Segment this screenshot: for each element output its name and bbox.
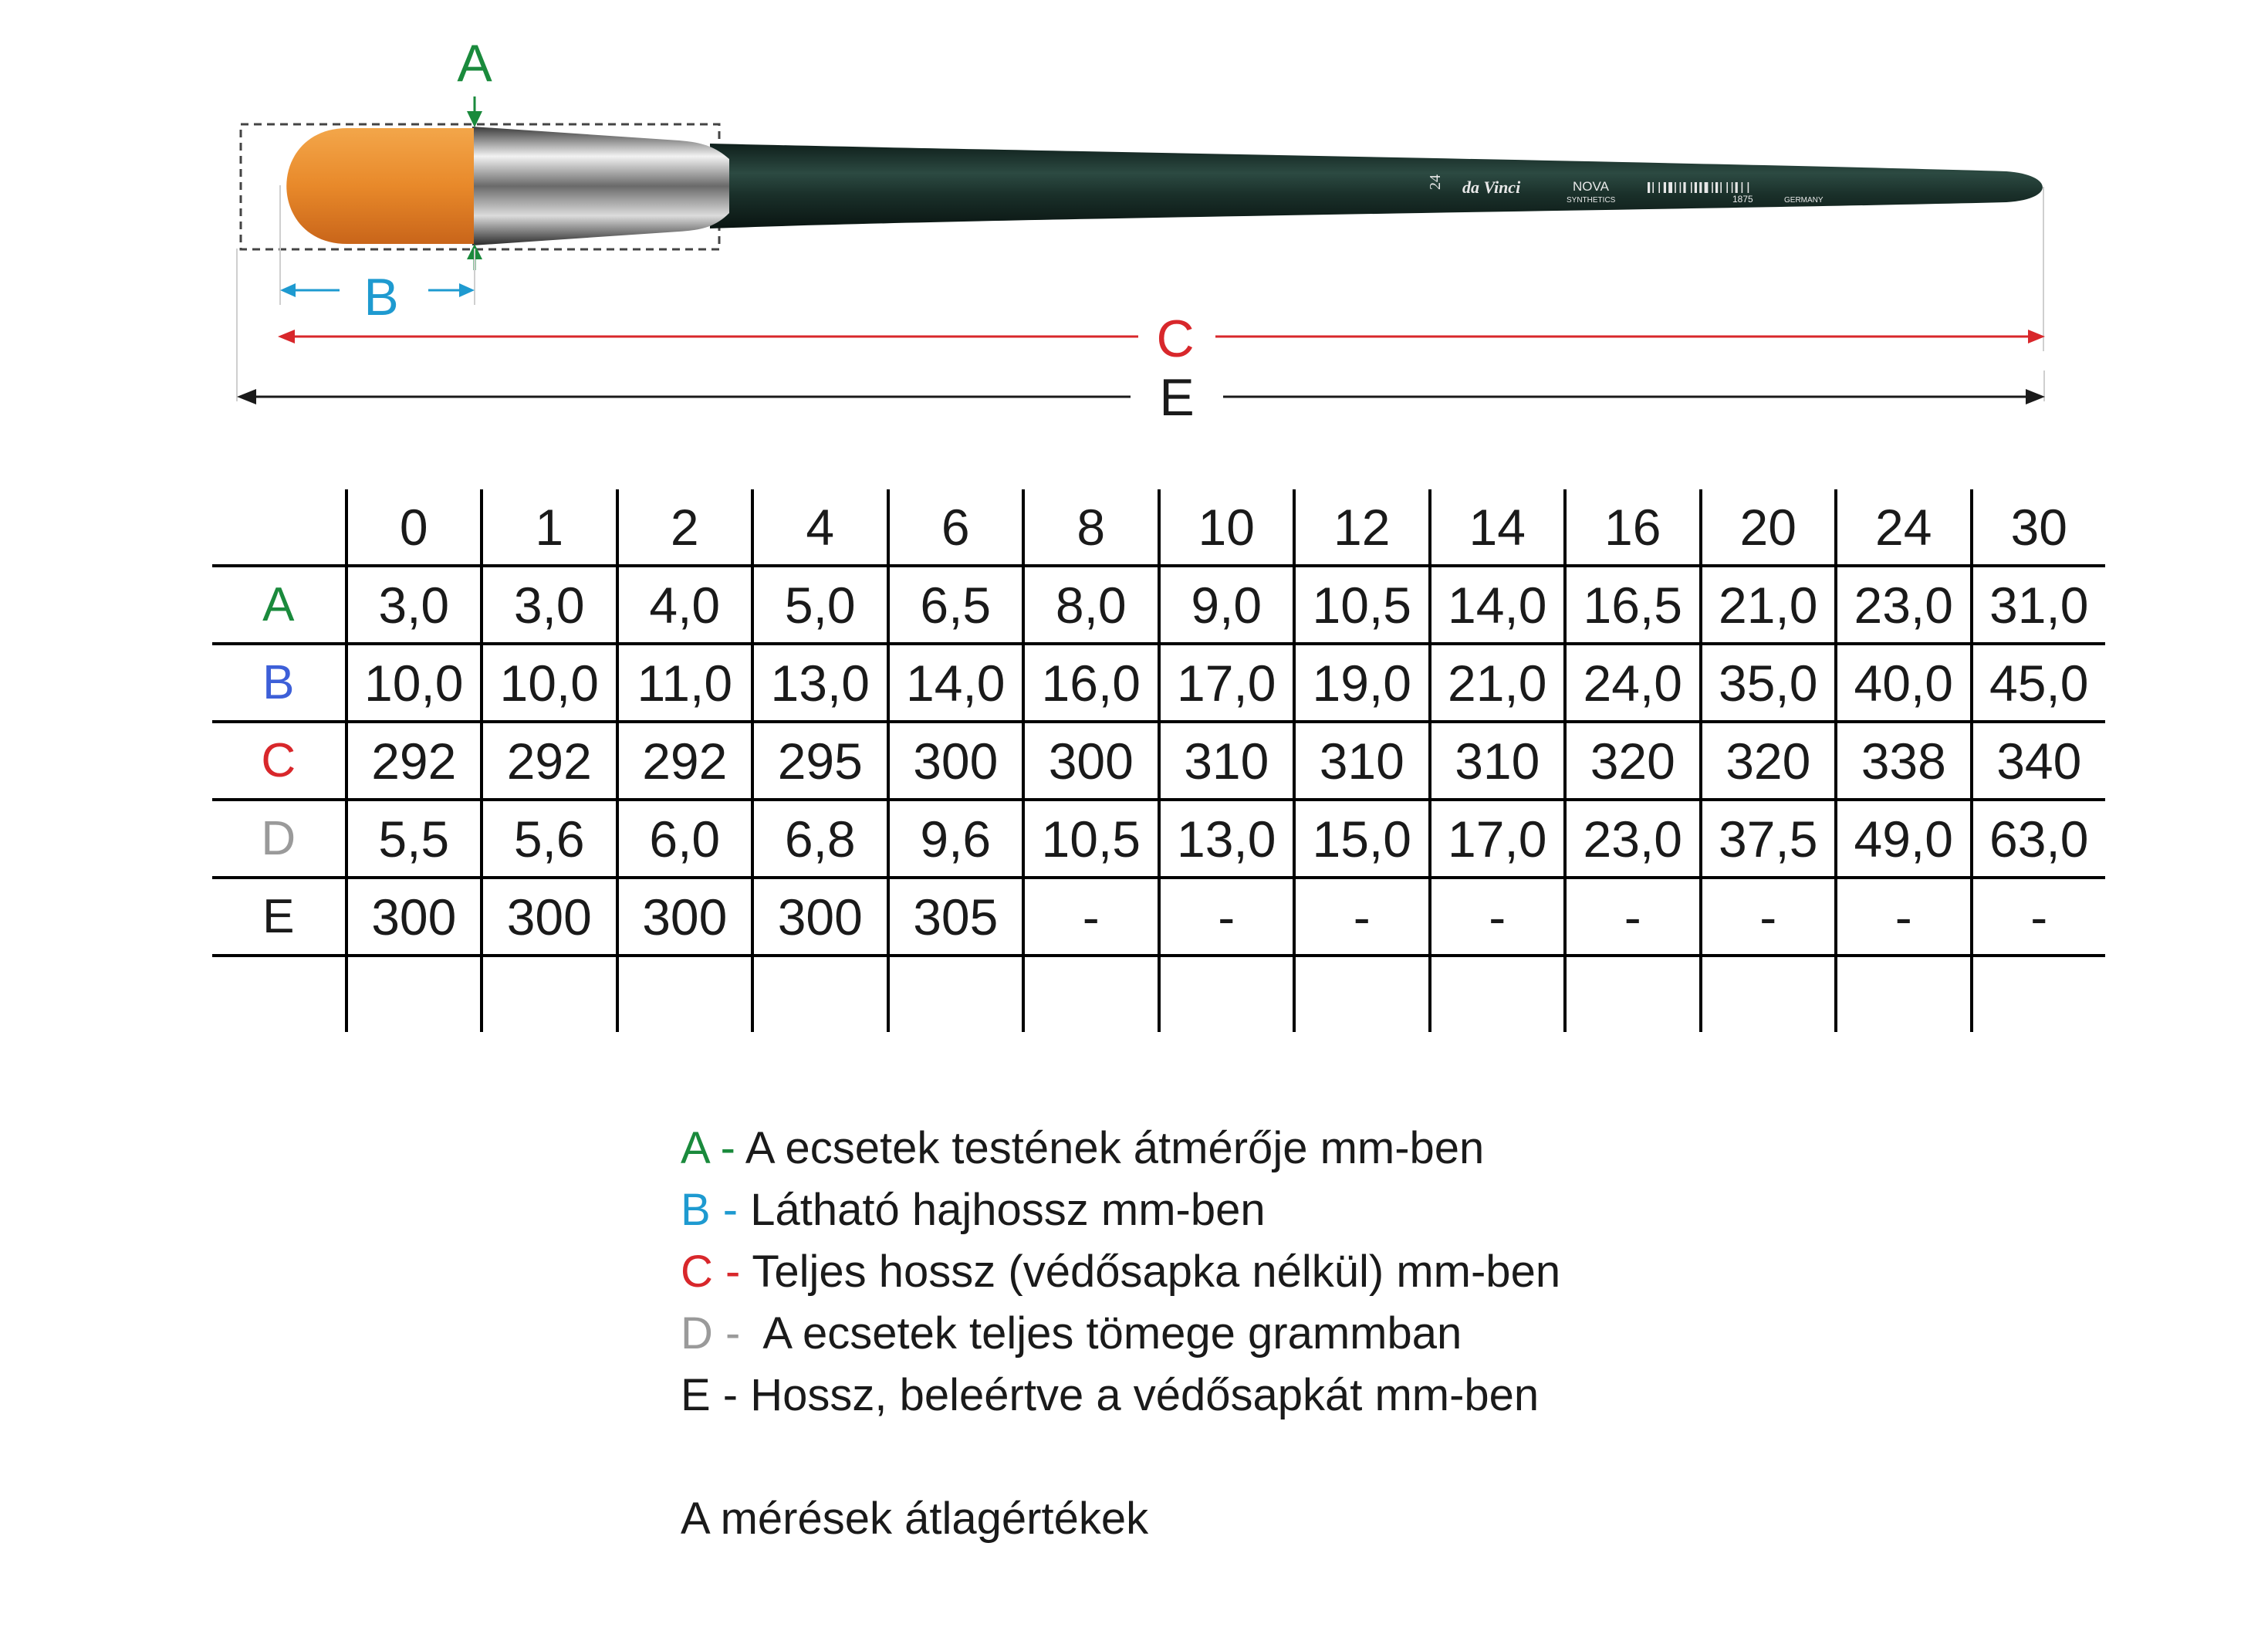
table-cell: - [1972,878,2106,956]
table-cell: 6,8 [752,800,888,878]
table-row-c [212,722,2105,800]
brush-handle [710,144,2043,228]
row-key-b: B [212,644,346,722]
brush-bristles [286,128,474,244]
table-cell: 16,5 [1565,566,1701,644]
legend-text-d: A ecsetek teljes tömege grammban [740,1308,1462,1358]
table-cell: 14,0 [888,644,1024,722]
legend-text-b: Látható hajhossz mm-ben [738,1185,1266,1235]
size-cell: 2 [617,489,753,566]
table-cell: 6,0 [617,800,753,878]
table-cell [212,956,346,1032]
table-cell: 14,0 [1430,566,1566,644]
size-cell: 20 [1701,489,1837,566]
row-key-d: D [212,800,346,878]
table-cell: - [1294,878,1430,956]
table-cell [1701,956,1837,1032]
brush-ferrule [472,127,729,245]
size-cell: 16 [1565,489,1701,566]
table-cell: - [1023,878,1159,956]
table-cell: 300 [1023,722,1159,800]
table-cell [1565,956,1701,1032]
legend-text-e: Hossz, beleértve a védősapkát mm-ben [738,1370,1540,1420]
table-cell: 10,0 [482,644,617,722]
table-cell: 340 [1972,722,2106,800]
table-cell [752,956,888,1032]
table-cell: - [1159,878,1295,956]
table-cell: 37,5 [1701,800,1837,878]
table-cell: 45,0 [1972,644,2106,722]
row-key-c: C [212,722,346,800]
dimension-c [278,310,2045,368]
imprint-size: 24 [1427,174,1444,190]
table-cell [346,956,482,1032]
table-cell [1159,956,1295,1032]
legend-text-c: Teljes hossz (védősapka nélkül) mm-ben [740,1247,1561,1297]
table-cell: 300 [888,722,1024,800]
dimension-e [237,368,2045,427]
table-cell: 3,0 [482,566,617,644]
imprint-series: NOVA [1573,179,1609,194]
table-cell: 23,0 [1836,566,1972,644]
table-cell: 23,0 [1565,800,1701,878]
table-cell: 5,5 [346,800,482,878]
table-row-a [212,566,2105,644]
table-cell: 49,0 [1836,800,1972,878]
label-e: E [1159,368,1195,427]
table-row-empty [212,956,2105,1032]
table-cell: 300 [617,878,753,956]
table-cell: 300 [346,878,482,956]
table-cell: 310 [1159,722,1295,800]
table-cell: 13,0 [752,644,888,722]
table-cell: 5,6 [482,800,617,878]
table-cell: 13,0 [1159,800,1295,878]
legend-key-d: D - [681,1308,741,1358]
label-c: C [1156,310,1195,368]
legend-item-b [681,1179,1560,1241]
table-cell: 5,0 [752,566,888,644]
table-cell: 300 [752,878,888,956]
table-cell: 4,0 [617,566,753,644]
size-header-row [212,489,2105,566]
table-cell: 310 [1294,722,1430,800]
table-cell: 63,0 [1972,800,2106,878]
table-cell: 21,0 [1430,644,1566,722]
row-key-e: E [212,878,346,956]
imprint-origin: GERMANY [1784,196,1824,205]
size-cell: 0 [346,489,482,566]
table-cell: 305 [888,878,1024,956]
table-cell: - [1565,878,1701,956]
size-cell: 14 [1430,489,1566,566]
table-cell: 17,0 [1159,644,1295,722]
legend-item-e [681,1365,1560,1426]
legend-key-e: E - [681,1370,739,1420]
imprint-subline: SYNTHETICS [1567,196,1616,205]
table-cell [617,956,753,1032]
imprint-brand: da Vinci [1462,178,1521,197]
table-cell [1430,956,1566,1032]
table-cell: 40,0 [1836,644,1972,722]
table-cell [1836,956,1972,1032]
table-cell: 17,0 [1430,800,1566,878]
table-row-d [212,800,2105,878]
table-cell: - [1430,878,1566,956]
table-cell: - [1701,878,1837,956]
legend-item-c [681,1241,1560,1303]
table-cell: 19,0 [1294,644,1430,722]
table-cell: 292 [617,722,753,800]
table-cell: 11,0 [617,644,753,722]
table-cell: 292 [346,722,482,800]
table-cell: 292 [482,722,617,800]
row-key-a: A [212,566,346,644]
table-cell: 6,5 [888,566,1024,644]
size-cell: 4 [752,489,888,566]
brush-diagram [0,0,2268,432]
size-cell: 1 [482,489,617,566]
legend-item-d [681,1303,1560,1365]
measurement-note: A mérések átlagértékek [681,1494,1149,1544]
legend [681,1118,1560,1550]
table-cell: 320 [1701,722,1837,800]
size-cell: 24 [1836,489,1972,566]
size-cell: 10 [1159,489,1295,566]
table-cell: 300 [482,878,617,956]
table-cell: 338 [1836,722,1972,800]
table-cell [1023,956,1159,1032]
label-a: A [457,34,492,93]
table-cell: 320 [1565,722,1701,800]
table-cell [1972,956,2106,1032]
table-cell: 310 [1430,722,1566,800]
table-cell [1294,956,1430,1032]
table-row-e [212,878,2105,956]
corner-cell [212,489,346,566]
brush-size-table [212,489,2105,1032]
legend-key-c: C - [681,1247,741,1297]
size-cell: 8 [1023,489,1159,566]
table-cell: 295 [752,722,888,800]
table-cell: 35,0 [1701,644,1837,722]
table-cell: 3,0 [346,566,482,644]
table-cell: 10,5 [1294,566,1430,644]
table-cell: 21,0 [1701,566,1837,644]
size-cell: 6 [888,489,1024,566]
table-cell: - [1836,878,1972,956]
legend-key-a: A - [681,1123,735,1173]
table-cell: 15,0 [1294,800,1430,878]
dimension-b [280,268,475,327]
table-cell: 9,0 [1159,566,1295,644]
legend-text-a: A ecsetek testének átmérője mm-ben [735,1123,1485,1173]
size-cell: 30 [1972,489,2106,566]
table-cell: 31,0 [1972,566,2106,644]
table-cell: 9,6 [888,800,1024,878]
label-b: B [363,268,399,327]
table-cell: 24,0 [1565,644,1701,722]
size-cell: 12 [1294,489,1430,566]
imprint-number: 1875 [1732,194,1753,205]
legend-item-a [681,1118,1560,1179]
table-cell: 10,0 [346,644,482,722]
table-cell: 10,5 [1023,800,1159,878]
table-cell: 8,0 [1023,566,1159,644]
table-cell [888,956,1024,1032]
table-cell: 16,0 [1023,644,1159,722]
legend-key-b: B - [681,1185,739,1235]
table-row-b [212,644,2105,722]
table-cell [482,956,617,1032]
